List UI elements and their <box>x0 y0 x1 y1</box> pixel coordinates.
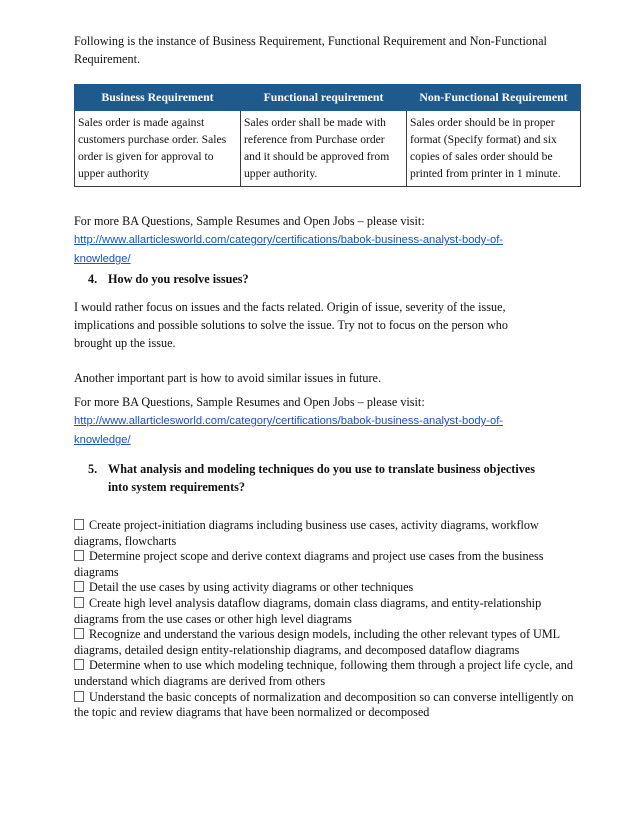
list-item: Create project-initiation diagrams including business use cases, activity diagrams, workflow diagrams, flowcharts <box>74 518 539 548</box>
list-item: Detail the use cases by using activity diagrams or other techniques <box>74 580 584 596</box>
cell-business-requirement: Sales order is made against customers purchase order. Sales order is given for approval to upper authority <box>75 111 241 187</box>
table-header-row <box>75 85 581 111</box>
table-row <box>75 111 581 187</box>
checkbox-glyph-icon <box>74 659 84 670</box>
techniques-list <box>74 518 584 721</box>
intro-paragraph: Following is the instance of Business Requirement, Functional Requirement and Non-Functional Requirement. <box>74 34 547 66</box>
checkbox-glyph-icon <box>74 519 84 530</box>
question-5-heading <box>88 460 584 496</box>
cell-functional-requirement: Sales order shall be made with reference from Purchase order and it should be approved from upper authority. <box>241 111 407 187</box>
header-functional-requirement: Functional requirement <box>241 85 407 111</box>
more-info-text: For more BA Questions, Sample Resumes and Open Jobs – please visit: <box>74 214 425 228</box>
more-info-block-1 <box>74 212 584 268</box>
question-4-answer: I would rather focus on issues and the facts related. Origin of issue, severity of the issue, implications and possible solutions to solve the issue. Try not to focus on the person who brought up the issue. <box>74 300 508 350</box>
babok-link[interactable]: http://www.allarticlesworld.com/category/certifications/babok-business-analyst-body-of- knowledge/ <box>74 234 504 265</box>
question-5-title-cont: into system requirements? <box>108 480 245 494</box>
checkbox-glyph-icon <box>74 581 84 592</box>
requirements-table <box>74 84 581 187</box>
checkbox-glyph-icon <box>74 550 84 561</box>
list-item: Understand the basic concepts of normalization and decomposition so can converse intelligently on the topic and review diagrams that have been normalized or decomposed <box>74 689 574 720</box>
list-item: Recognize and understand the various design models, including the other relevant types of UML diagrams, detailed design entity-relationship diagrams, and decomposed dataflow diagrams <box>74 627 560 657</box>
list-item: Determine when to use which modeling technique, following them through a project life cycle, and understand which diagrams are derived from others <box>74 658 573 688</box>
checkbox-glyph-icon <box>74 691 84 702</box>
question-5-number: 5. <box>88 462 98 476</box>
header-business-requirement: Business Requirement <box>75 85 241 111</box>
checkbox-glyph-icon <box>74 628 84 639</box>
header-non-functional-requirement: Non-Functional Requirement <box>407 85 581 111</box>
question-4-heading <box>88 270 578 288</box>
checkbox-glyph-icon <box>74 597 84 608</box>
question-5-title: What analysis and modeling techniques do you use to translate business objectives <box>108 462 535 476</box>
more-info-block-2 <box>74 393 584 449</box>
question-4-number: 4. <box>88 272 98 286</box>
babok-link[interactable]: http://www.allarticlesworld.com/category/certifications/babok-business-analyst-body-of- knowledge/ <box>74 415 504 446</box>
list-item: Create high level analysis dataflow diagrams, domain class diagrams, and entity-relationship diagrams from the use cases or other high level diagrams <box>74 595 542 626</box>
more-info-text: For more BA Questions, Sample Resumes and Open Jobs – please visit: <box>74 395 425 409</box>
question-4-title: How do you resolve issues? <box>108 272 249 286</box>
question-4-answer-2: Another important part is how to avoid similar issues in future. <box>74 371 382 385</box>
cell-non-functional-requirement: Sales order should be in proper format (Specify format) and six copies of sales order should be printed from printer in 1 minute. <box>407 111 581 187</box>
list-item: Determine project scope and derive context diagrams and project use cases from the business diagrams <box>74 549 544 579</box>
